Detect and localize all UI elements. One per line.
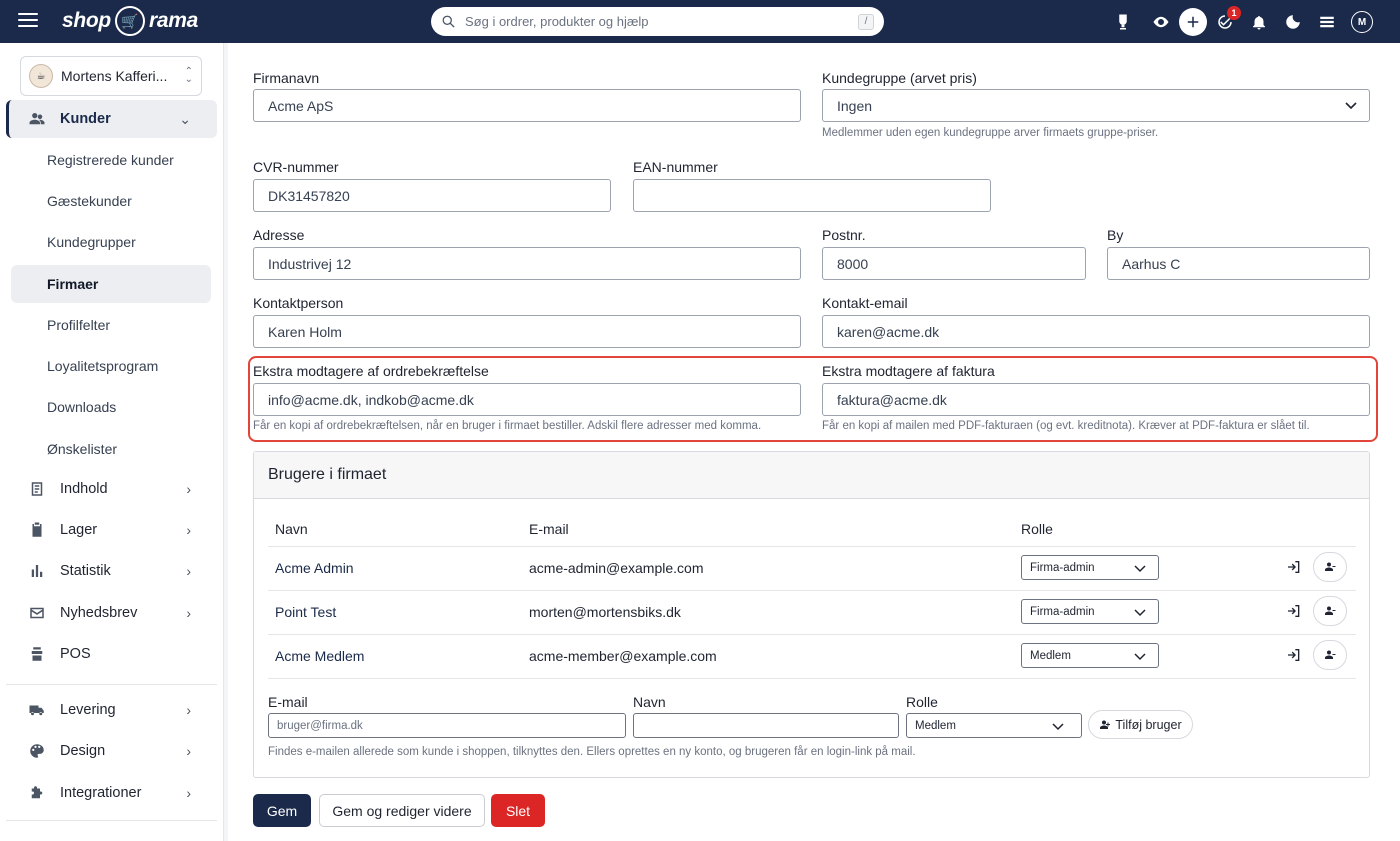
add-user-button[interactable]	[1088, 710, 1193, 739]
chevron-right-icon: ›	[186, 481, 191, 497]
new-user-role-label: Rolle	[906, 694, 938, 710]
table-divider	[268, 634, 1356, 635]
table-divider	[268, 546, 1356, 547]
eye-icon[interactable]	[1147, 8, 1175, 36]
search-input[interactable]	[465, 14, 858, 29]
sidebar-divider	[6, 820, 217, 821]
login-as-icon[interactable]	[1284, 645, 1304, 665]
role-select[interactable]	[1021, 643, 1159, 668]
nav-downloads[interactable]: Downloads	[47, 399, 117, 415]
customer-group-help: Medlemmer uden egen kundegruppe arver firmaets gruppe-priser.	[822, 127, 1159, 139]
nav-registered-customers[interactable]: Registrerede kunder	[47, 152, 174, 168]
add-user-label: Tilføj bruger	[1115, 717, 1182, 732]
nav-statistics[interactable]	[6, 552, 217, 590]
nav-content[interactable]	[6, 470, 217, 508]
address-label: Adresse	[253, 227, 305, 243]
ean-label: EAN-nummer	[633, 159, 718, 175]
search-icon	[441, 14, 456, 29]
notification-badge: 1	[1227, 6, 1241, 20]
chevron-updown-icon: ⌃ ⌄	[184, 66, 193, 85]
customer-group-label: Kundegruppe (arvet pris)	[822, 70, 977, 86]
role-select[interactable]	[1021, 555, 1159, 580]
bar-chart-icon	[28, 562, 46, 580]
column-header-role: Rolle	[1021, 521, 1053, 537]
invoice-recipients-help: Får en kopi af mailen med PDF-fakturaen (og evt. kreditnota). Kræver at PDF-faktura er slået til.	[822, 420, 1310, 432]
new-user-role-value: Medlem	[915, 719, 956, 732]
award-icon[interactable]	[1109, 8, 1137, 36]
nav-delivery-label: Levering	[60, 702, 116, 718]
cvr-label: CVR-nummer	[253, 159, 339, 175]
top-bar	[0, 0, 1400, 43]
save-and-edit-button[interactable]: Gem og rediger videre	[319, 794, 485, 827]
chevron-right-icon: ›	[186, 563, 191, 579]
user-avatar[interactable]: M	[1351, 11, 1373, 33]
chevron-right-icon: ›	[186, 785, 191, 801]
order-recipients-field[interactable]: info@acme.dk, indkob@acme.dk	[253, 383, 801, 416]
new-user-name-label: Navn	[633, 694, 666, 710]
nav-customers[interactable]	[6, 100, 217, 138]
add-user-help: Findes e-mailen allerede som kunde i shoppen, tilknyttes den. Ellers oprettes en ny konto, og brugeren får en login-link på mail.	[268, 746, 916, 758]
nav-guest-customers[interactable]: Gæstekunder	[47, 193, 132, 209]
chevron-right-icon: ›	[186, 702, 191, 718]
sidebar-divider	[6, 684, 217, 685]
contact-email-label: Kontakt-email	[822, 295, 908, 311]
search-bar[interactable]	[431, 7, 884, 36]
user-name-link[interactable]: Acme Admin	[275, 560, 354, 576]
tasks-icon[interactable]	[1211, 8, 1239, 36]
layout-icon[interactable]	[1313, 8, 1341, 36]
dark-mode-icon[interactable]	[1279, 8, 1307, 36]
search-shortcut: /	[858, 14, 874, 30]
nav-companies[interactable]: Firmaer	[11, 265, 211, 303]
nav-pos[interactable]	[6, 635, 217, 673]
role-value: Firma-admin	[1030, 561, 1095, 574]
customer-group-select[interactable]	[822, 89, 1370, 122]
users-icon	[28, 110, 46, 128]
contact-person-label: Kontaktperson	[253, 295, 344, 311]
address-field[interactable]: Industrivej 12	[253, 247, 801, 280]
ean-field[interactable]	[633, 179, 991, 212]
user-name-link[interactable]: Point Test	[275, 604, 337, 620]
nav-newsletter-label: Nyhedsbrev	[60, 605, 138, 621]
mail-icon	[28, 604, 46, 622]
content-icon	[28, 480, 46, 498]
company-name-label: Firmanavn	[253, 70, 320, 86]
bell-icon[interactable]	[1245, 8, 1273, 36]
new-user-role-select[interactable]	[906, 713, 1082, 738]
add-user-icon	[1099, 719, 1111, 731]
role-value: Medlem	[1030, 649, 1071, 662]
user-email: acme-member@example.com	[529, 648, 717, 664]
order-recipients-help: Får en kopi af ordrebekræftelsen, når en bruger i firmaet bestiller. Adskil flere adresser med komma.	[253, 420, 762, 432]
nav-pos-label: POS	[60, 646, 91, 662]
column-header-name: Navn	[275, 521, 308, 537]
logo-text-left: shop	[62, 9, 111, 32]
users-card-title: Brugere i firmaet	[254, 452, 1369, 499]
chevron-down-icon	[1134, 606, 1146, 618]
nav-loyalty[interactable]: Loyalitetsprogram	[47, 358, 159, 374]
sidebar	[0, 43, 224, 841]
chevron-right-icon: ›	[186, 743, 191, 759]
palette-icon	[28, 742, 46, 760]
nav-integrations[interactable]	[6, 774, 217, 812]
chevron-right-icon: ›	[186, 522, 191, 538]
add-icon[interactable]	[1179, 8, 1207, 36]
invoice-recipients-label: Ekstra modtagere af faktura	[822, 363, 995, 379]
chevron-right-icon: ›	[186, 605, 191, 621]
table-divider	[268, 678, 1356, 679]
user-name-link[interactable]: Acme Medlem	[275, 648, 365, 664]
user-email: acme-admin@example.com	[529, 560, 704, 576]
remove-user-icon[interactable]	[1313, 552, 1347, 582]
nav-integrations-label: Integrationer	[60, 785, 142, 801]
column-header-email: E-mail	[529, 521, 569, 537]
login-as-icon[interactable]	[1284, 557, 1304, 577]
nav-content-label: Indhold	[60, 481, 108, 497]
chevron-down-icon	[1134, 650, 1146, 662]
store-name: Mortens Kafferi...	[61, 68, 168, 84]
company-users-card	[253, 451, 1370, 778]
new-user-email-input[interactable]	[268, 713, 626, 738]
store-selector[interactable]	[20, 56, 202, 96]
cart-logo-icon: 🛒	[115, 6, 145, 36]
nav-statistics-label: Statistik	[60, 563, 111, 579]
city-label: By	[1107, 227, 1124, 243]
nav-design[interactable]	[6, 732, 217, 770]
contact-email-field[interactable]: karen@acme.dk	[822, 315, 1370, 348]
zip-field[interactable]: 8000	[822, 247, 1086, 280]
delete-button[interactable]: Slet	[491, 794, 545, 827]
new-user-email-label: E-mail	[268, 694, 308, 710]
customer-group-value: Ingen	[837, 97, 873, 114]
user-email: morten@mortensbiks.dk	[529, 604, 681, 620]
contact-person-field[interactable]: Karen Holm	[253, 315, 801, 348]
order-recipients-label: Ekstra modtagere af ordrebekræftelse	[253, 363, 489, 379]
role-select[interactable]	[1021, 599, 1159, 624]
nav-wishlists[interactable]: Ønskelister	[47, 441, 118, 457]
chevron-down-icon	[1052, 720, 1064, 732]
menu-icon[interactable]	[18, 13, 38, 29]
save-button[interactable]: Gem	[253, 794, 311, 827]
chevron-down-icon	[1134, 562, 1146, 574]
logo-text-right: rama	[148, 9, 198, 32]
new-user-name-input[interactable]	[633, 713, 899, 738]
role-value: Firma-admin	[1030, 605, 1095, 618]
company-name-field[interactable]: Acme ApS	[253, 89, 801, 122]
puzzle-icon	[28, 784, 46, 802]
login-as-icon[interactable]	[1284, 601, 1304, 621]
nav-inventory[interactable]	[6, 511, 217, 549]
truck-icon	[28, 701, 46, 719]
nav-newsletter[interactable]	[6, 594, 217, 632]
city-field[interactable]: Aarhus C	[1107, 247, 1370, 280]
clipboard-icon	[28, 521, 46, 539]
main-content	[228, 43, 1400, 841]
pos-icon	[28, 645, 46, 663]
nav-profile-fields[interactable]: Profilfelter	[47, 317, 111, 333]
nav-customer-groups[interactable]: Kundegrupper	[47, 234, 136, 250]
remove-user-icon[interactable]	[1313, 640, 1347, 670]
remove-user-icon[interactable]	[1313, 596, 1347, 626]
nav-design-label: Design	[60, 743, 106, 759]
zip-label: Postnr.	[822, 227, 866, 243]
nav-customers-label: Kunder	[60, 111, 111, 127]
store-logo-icon: ☕	[29, 64, 53, 88]
shoprama-logo[interactable]	[62, 6, 198, 36]
invoice-recipients-field[interactable]: faktura@acme.dk	[822, 383, 1370, 416]
table-divider	[268, 590, 1356, 591]
chevron-down-icon	[1345, 99, 1357, 111]
nav-inventory-label: Lager	[60, 522, 98, 538]
cvr-field[interactable]: DK31457820	[253, 179, 611, 212]
nav-delivery[interactable]	[6, 691, 217, 729]
chevron-down-icon: ⌄	[179, 110, 191, 127]
